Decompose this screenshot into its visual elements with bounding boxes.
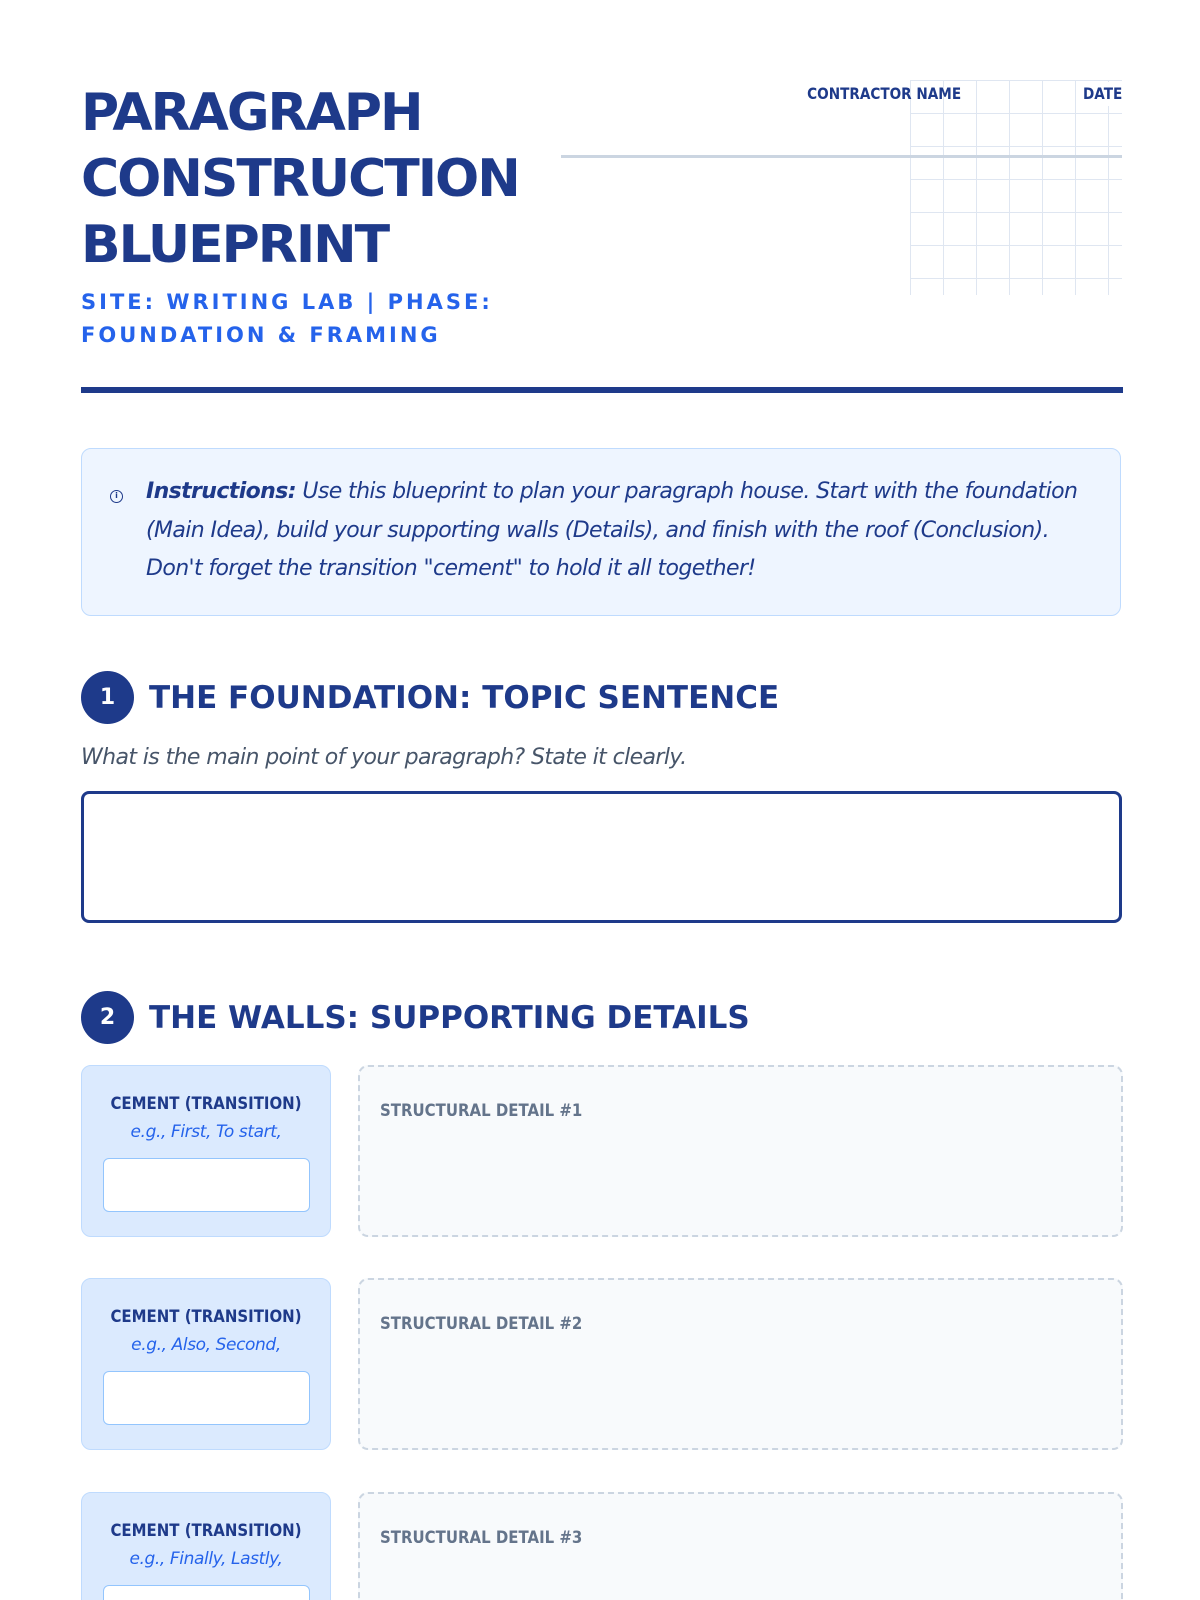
structural-detail-label-3: STRUCTURAL DETAIL #3	[380, 1528, 583, 1548]
step-badge-2: 2	[81, 991, 134, 1044]
structural-detail-box-1[interactable]	[358, 1065, 1123, 1237]
cement-card-3	[81, 1492, 331, 1600]
instructions-box	[81, 448, 1121, 616]
structural-detail-label-1: STRUCTURAL DETAIL #1	[380, 1101, 583, 1121]
cement-example-2: e.g., Also, Second,	[131, 1335, 281, 1355]
instructions-body: Use this blueprint to plan your paragraph house. Start with the foundation (Main Idea), build your supporting walls (Details), and finish with the roof (Conclusion). Don't forget the transition "cement" to hold it all together!	[146, 479, 1078, 581]
step-badge-1: 1	[81, 671, 134, 724]
title-block	[81, 80, 601, 352]
detail-row-2	[81, 1278, 1123, 1452]
instructions-text	[146, 473, 1086, 589]
walls-title: THE WALLS: SUPPORTING DETAILS	[149, 999, 750, 1036]
title-line-2: CONSTRUCTION	[81, 149, 519, 209]
date-label: DATE	[1080, 82, 1122, 106]
detail-row-3	[81, 1492, 1123, 1600]
detail-row-1	[81, 1065, 1123, 1239]
header-divider	[81, 387, 1123, 393]
instructions-lead: Instructions:	[146, 479, 296, 504]
structural-detail-box-3[interactable]	[358, 1492, 1123, 1600]
title-line-1: PARAGRAPH	[81, 83, 422, 143]
worksheet-header	[81, 80, 1121, 350]
cement-card-1	[81, 1065, 331, 1237]
page-subtitle: SITE: WRITING LAB | PHASE: FOUNDATION & FRAMING	[81, 290, 493, 347]
cement-label-1: CEMENT (TRANSITION)	[110, 1094, 302, 1114]
blueprint-grid	[910, 80, 1122, 295]
cement-card-2	[81, 1278, 331, 1450]
cement-input-3[interactable]	[103, 1585, 310, 1600]
foundation-title: THE FOUNDATION: TOPIC SENTENCE	[149, 679, 780, 716]
info-icon: i	[110, 490, 123, 503]
cement-label-3: CEMENT (TRANSITION)	[110, 1521, 302, 1541]
cement-example-3: e.g., Finally, Lastly,	[129, 1549, 283, 1569]
contractor-name-line[interactable]	[561, 155, 965, 158]
date-line[interactable]	[910, 155, 1122, 158]
walls-heading	[81, 991, 750, 1044]
foundation-prompt: What is the main point of your paragraph? State it clearly.	[81, 745, 687, 770]
cement-label-2: CEMENT (TRANSITION)	[110, 1307, 302, 1327]
foundation-heading	[81, 671, 779, 724]
title-line-3: BLUEPRINT	[81, 215, 389, 275]
cement-example-1: e.g., First, To start,	[130, 1122, 282, 1142]
contractor-name-label: CONTRACTOR NAME	[807, 84, 961, 103]
cement-input-1[interactable]	[103, 1158, 310, 1212]
cement-input-2[interactable]	[103, 1371, 310, 1425]
structural-detail-box-2[interactable]	[358, 1278, 1123, 1450]
topic-sentence-input[interactable]	[81, 791, 1122, 923]
structural-detail-label-2: STRUCTURAL DETAIL #2	[380, 1314, 583, 1334]
page-title	[81, 80, 601, 278]
